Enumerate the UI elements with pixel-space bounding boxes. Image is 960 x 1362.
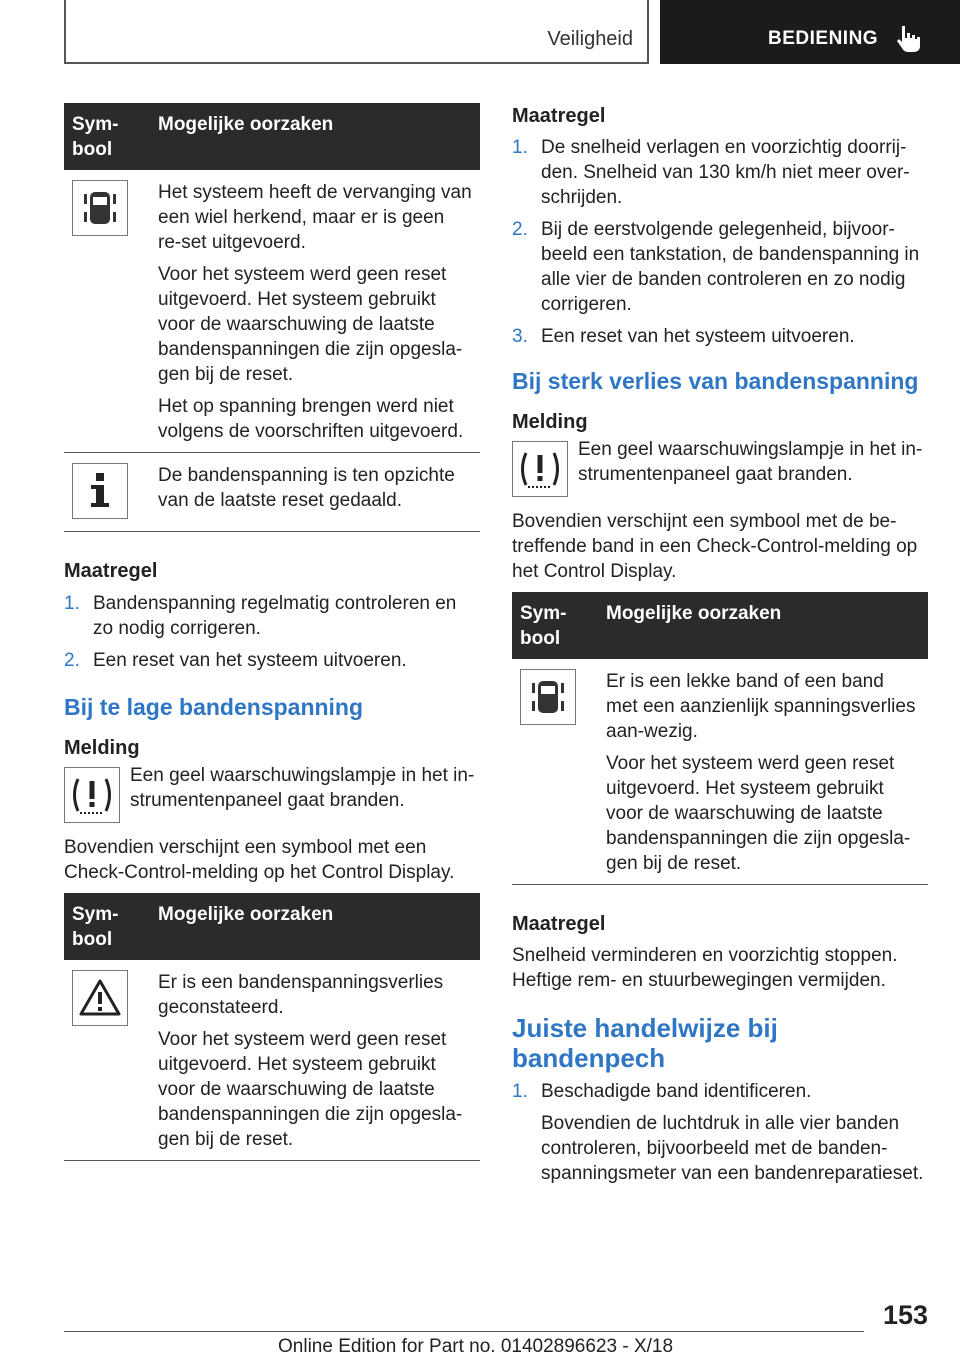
cause-text: Het systeem heeft de vervanging van een wiel herkend, maar er is geen re-set uitgevoerd. [158, 182, 472, 253]
cause-text: Het op spanning brengen werd niet volgens de voorschriften uitgevoerd. [158, 396, 464, 442]
hand-pointer-icon [896, 24, 922, 54]
list-item: 1. Bandenspanning regelmatig controleren en zo nodig corrigeren. [64, 593, 457, 639]
header-section-title: Veiligheid [547, 28, 633, 50]
col-header-symbol: Sym- bool [512, 592, 598, 659]
tire-warning-icon [64, 767, 120, 823]
cause-text: Er is een lekke band of een band met een aanzienlijk spanningsverlies aan-wezig. [606, 671, 916, 742]
right-column [512, 103, 928, 1193]
header-chapter-box [660, 0, 960, 64]
col-header-symbol: Sym- bool [64, 103, 150, 170]
tire-warning-icon [512, 441, 568, 497]
cause-text: Voor het systeem werd geen reset uitgevoerd. Het systeem gebruikt voor de waarschuwing de laatste bandenspanningen die zijn opgesla-gen bij de reset. [606, 753, 911, 874]
warning-text: Een geel waarschuwingslampje in het in-strumentenpaneel gaat branden. [130, 765, 475, 811]
cause-text: Voor het systeem werd geen reset uitgevoerd. Het systeem gebruikt voor de waarschuwing de laatste bandenspanningen die zijn opgesla-gen bij de reset. [158, 264, 463, 385]
col-header-causes: Mogelijke oorzaken [150, 103, 480, 170]
list-item: 2. Een reset van het systeem uitvoeren. [64, 650, 407, 671]
cause-text: De bandenspanning is ten opzichte van de laatste reset gedaald. [158, 465, 455, 511]
page-number: 153 [882, 1300, 928, 1330]
measure-label: Maatregel [512, 105, 606, 127]
warning-triangle-icon [72, 970, 128, 1026]
left-column [64, 103, 480, 1161]
car-wheels-icon [72, 180, 128, 236]
col-header-symbol: Sym- bool [64, 893, 150, 960]
list-item: 1. Beschadigde band identificeren. Bovendien de luchtdruk in alle vier banden controleren, bijvoorbeeld met de banden-spanningsmeter van een bandenreparatieset. [512, 1079, 928, 1186]
symbol-table-2 [64, 893, 480, 1161]
cause-text: Voor het systeem werd geen reset uitgevoerd. Het systeem gebruikt voor de waarschuwing de laatste bandenspanningen die zijn opgesla-gen bij de reset. [158, 1029, 463, 1150]
cause-text: Er is een bandenspanningsverlies geconstateerd. [158, 972, 444, 1018]
table-row [512, 659, 928, 885]
body-text: Bovendien verschijnt een symbool met de be-treffende band in een Check-Control-melding op het Control Display. [512, 511, 918, 582]
list-item: 1. De snelheid verlagen en voorzichtig doorrij-den. Snelheid van 130 km/h niet meer over-schrijden. [512, 137, 910, 208]
symbol-table-1 [64, 103, 480, 532]
col-header-causes: Mogelijke oorzaken [150, 893, 480, 960]
section-heading: Bij te lage bandenspanning [64, 694, 364, 720]
table-row [64, 453, 480, 532]
section-heading: Bij sterk verlies van bandenspanning [512, 368, 919, 394]
measure-label: Maatregel [512, 913, 606, 935]
message-label: Melding [512, 411, 588, 433]
list-item: 3. Een reset van het systeem uitvoeren. [512, 326, 855, 347]
measure-label: Maatregel [64, 560, 158, 582]
body-text: Snelheid verminderen en voorzichtig stoppen. Heftige rem- en stuurbewegingen vermijden. [512, 945, 898, 991]
table-row [64, 170, 480, 453]
section-heading: Juiste handelwijze bij bandenpech [512, 1013, 778, 1073]
col-header-causes: Mogelijke oorzaken [598, 592, 928, 659]
car-wheels-icon [520, 669, 576, 725]
list-item-subtext: Bovendien de luchtdruk in alle vier banden controleren, bijvoorbeeld met de banden-spanningsmeter van een bandenreparatieset. [541, 1113, 924, 1184]
message-label: Melding [64, 737, 140, 759]
body-text: Bovendien verschijnt een symbool met een Check-Control-melding op het Control Display. [64, 837, 455, 883]
footer-edition: Online Edition for Part no. 01402896623 - X/18 [278, 1336, 674, 1357]
info-icon [72, 463, 128, 519]
table-row [64, 960, 480, 1161]
header-section-box [64, 0, 649, 64]
symbol-table-3 [512, 592, 928, 885]
warning-text: Een geel waarschuwingslampje in het in-strumentenpaneel gaat branden. [578, 439, 923, 485]
header-chapter-title: BEDIENING [768, 28, 879, 49]
list-item: 2. Bij de eerstvolgende gelegenheid, bijvoor-beeld een tankstation, de bandenspanning in alle vier de banden controleren en zo nodig corrigeren. [512, 219, 920, 315]
footer-divider [64, 1331, 864, 1332]
